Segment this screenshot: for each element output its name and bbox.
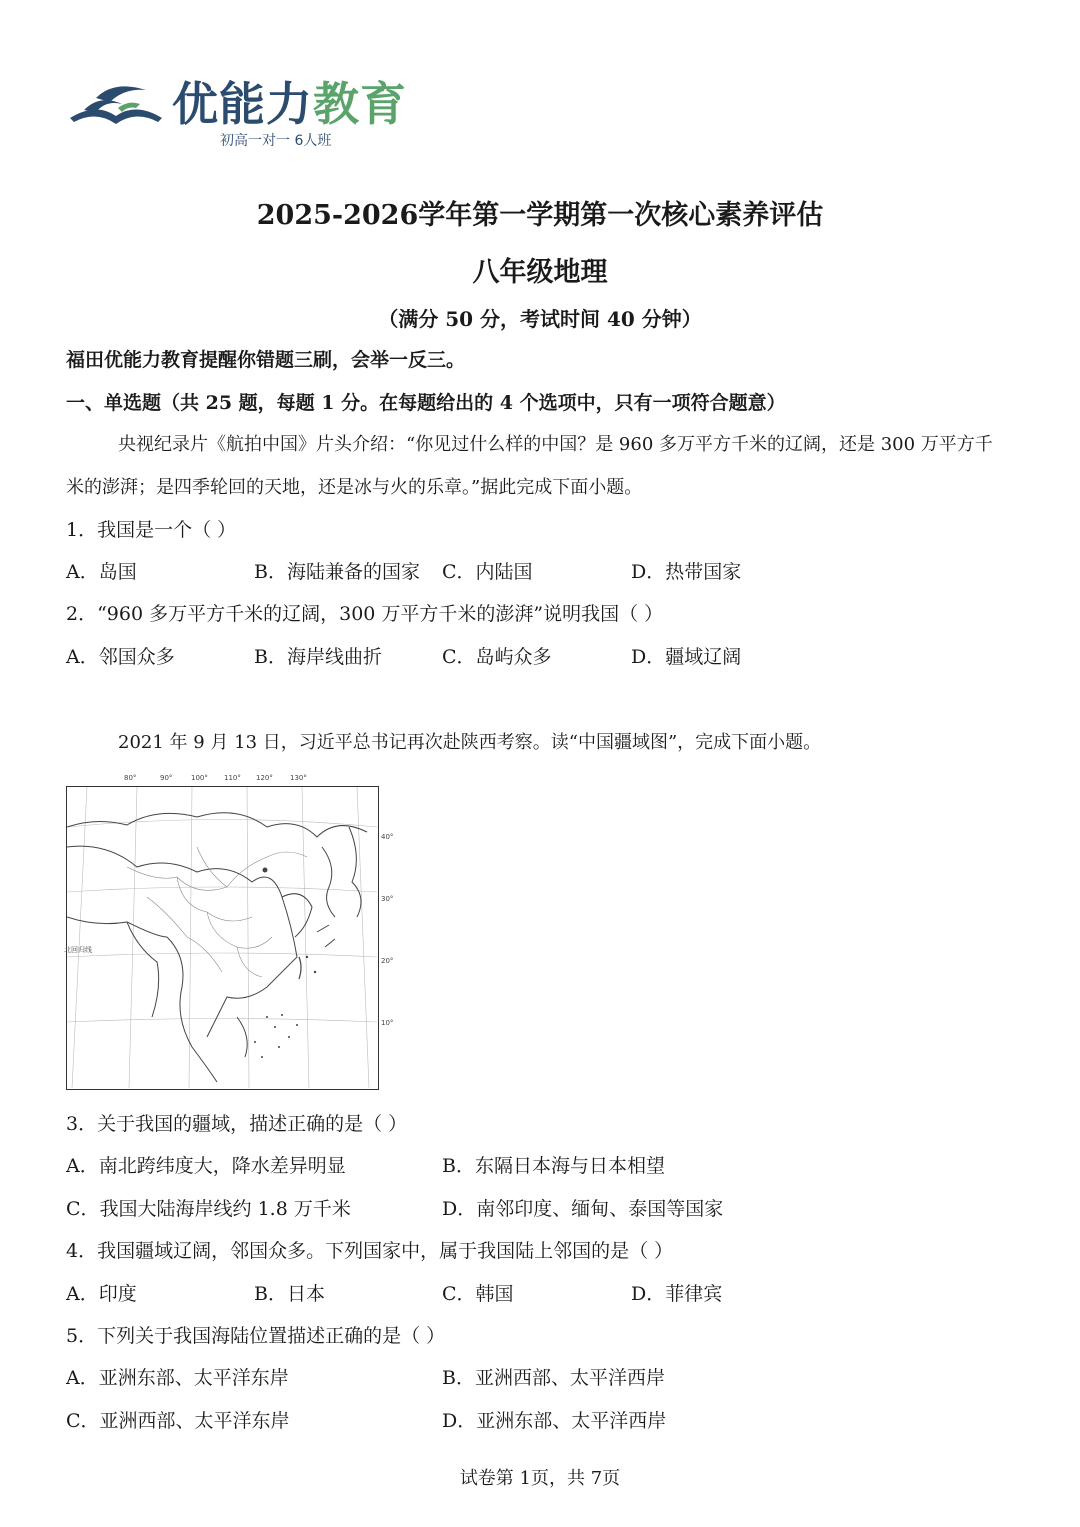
question-1-option-d: D．热带国家 [631, 561, 742, 583]
question-4-stem: 4．我国疆域辽阔，邻国众多。下列国家中，属于我国陆上邻国的是（ ） [66, 1240, 674, 1262]
question-2-option-d: D．疆域辽阔 [631, 646, 742, 668]
map-lon-label: 120° [256, 774, 273, 782]
question-5-option-d: D．亚洲东部、太平洋西岸 [442, 1410, 667, 1432]
question-2-option-c: C．岛屿众多 [442, 646, 552, 668]
reminder-text: 福田优能力教育提醒你错题三刷，会举一反三。 [66, 349, 466, 371]
exam-info: （满分 50 分，考试时间 40 分钟） [378, 307, 702, 331]
passage1-line1: 央视纪录片《航拍中国》片头介绍：“你见过什么样的中国？是 960 多万平方千米的辽阔，还是 300 万平方千 [118, 434, 993, 455]
question-3-option-d: D．南邻印度、缅甸、泰国等国家 [442, 1198, 724, 1220]
map-tropic-label: 北回归线 [64, 946, 92, 954]
question-1-option-a: A．岛国 [66, 561, 137, 583]
map-lon-label: 130° [290, 774, 307, 782]
question-5-stem: 5．下列关于我国海陆位置描述正确的是（ ） [66, 1325, 446, 1347]
china-territory-map [64, 786, 394, 1090]
map-drawing [67, 787, 377, 1088]
passage2-text: 2021 年 9 月 13 日，习近平总书记再次赴陕西考察。读“中国疆域图”，完成下面小题。 [118, 732, 822, 753]
question-4-option-a: A．印度 [66, 1283, 137, 1305]
question-2-stem: 2．“960 多万平方千米的辽阔，300 万平方千米的澎湃”说明我国（ ） [66, 603, 664, 625]
question-4-option-b: B．日本 [254, 1283, 325, 1305]
map-longitude-labels [66, 774, 379, 786]
question-2-option-a: A．邻国众多 [66, 646, 175, 668]
map-lon-label: 90° [160, 774, 173, 782]
question-3-option-b: B．东隔日本海与日本相望 [442, 1155, 665, 1177]
logo-book-icon [66, 80, 166, 130]
question-5-option-a: A．亚洲东部、太平洋东岸 [66, 1367, 289, 1389]
map-lat-label: 40° [381, 833, 394, 841]
map-lat-label: 30° [381, 895, 394, 903]
question-4-option-c: C．韩国 [442, 1283, 514, 1305]
question-1-option-b: B．海陆兼备的国家 [254, 561, 420, 583]
map-lon-label: 80° [124, 774, 137, 782]
logo-name-part1: 优能力 [172, 77, 313, 131]
map-lat-label: 20° [381, 957, 394, 965]
question-3-option-a: A．南北跨纬度大，降水差异明显 [66, 1155, 346, 1177]
question-5-option-c: C．亚洲西部、太平洋东岸 [66, 1410, 290, 1432]
capital-marker [263, 868, 268, 873]
question-1-stem: 1．我国是一个（ ） [66, 519, 237, 541]
logo [66, 80, 166, 130]
map-lat-label: 10° [381, 1019, 394, 1027]
question-4-option-d: D．菲律宾 [631, 1283, 723, 1305]
logo-name-part2: 教育 [313, 77, 407, 131]
question-1-option-c: C．内陆国 [442, 561, 533, 583]
passage1-line2: 米的澎湃；是四季轮回的天地，还是冰与火的乐章。”据此完成下面小题。 [66, 477, 643, 498]
question-3-option-c: C．我国大陆海岸线约 1.8 万千米 [66, 1198, 351, 1220]
page-footer: 试卷第 1页，共 7页 [459, 1468, 621, 1489]
map-lon-label: 110° [224, 774, 241, 782]
exam-title: 2025-2026学年第一学期第一次核心素养评估 [256, 200, 824, 231]
section-heading: 一、单选题（共 25 题，每题 1 分。在每题给出的 4 个选项中，只有一项符合题意） [66, 392, 786, 414]
question-3-stem: 3．关于我国的疆域，描述正确的是（ ） [66, 1113, 408, 1135]
logo-name [172, 76, 407, 132]
logo-tagline: 初高一对一 6人班 [220, 133, 332, 149]
exam-subject: 八年级地理 [472, 257, 608, 288]
map-lon-label: 100° [191, 774, 208, 782]
question-2-option-b: B．海岸线曲折 [254, 646, 382, 668]
question-5-option-b: B．亚洲西部、太平洋西岸 [442, 1367, 665, 1389]
